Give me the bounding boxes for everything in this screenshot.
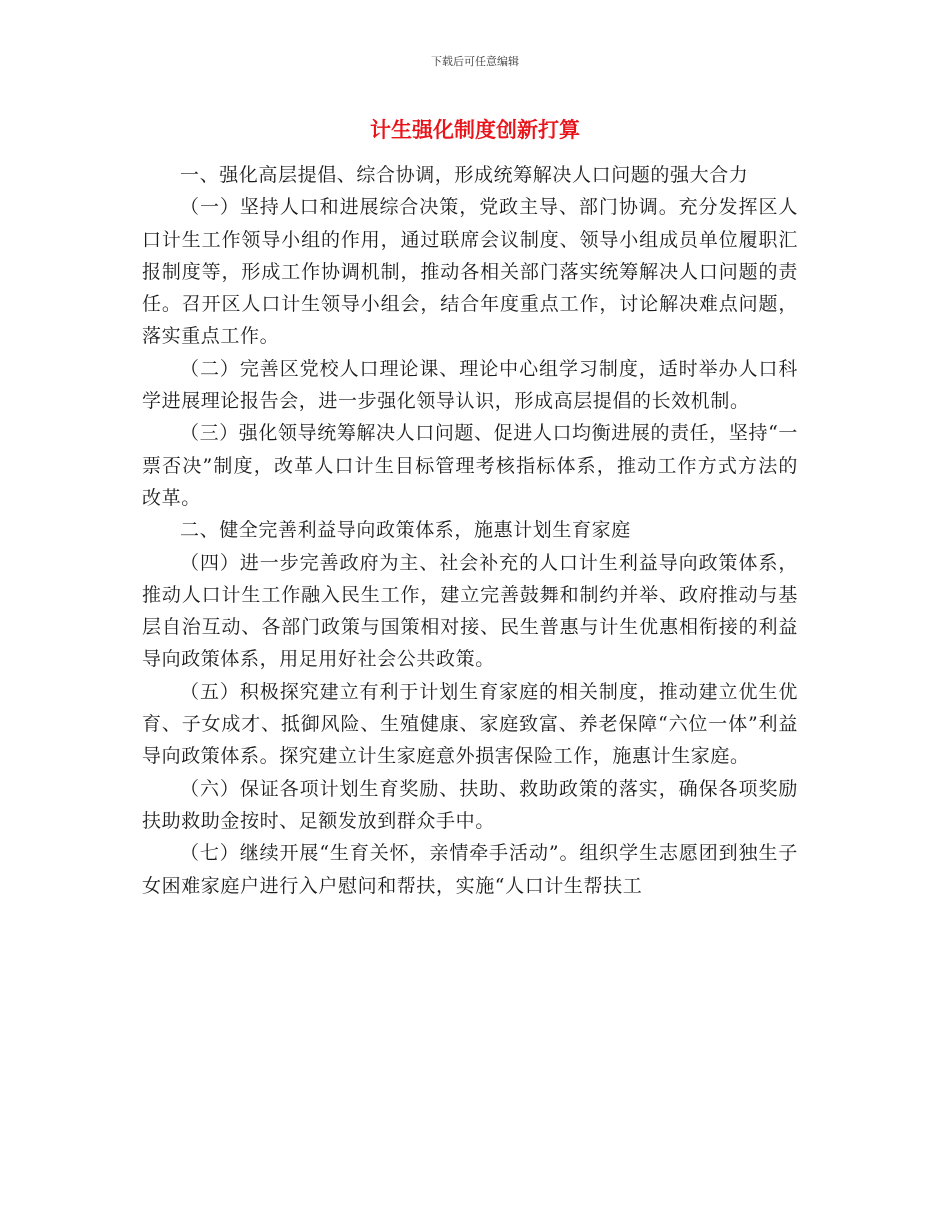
paragraph-item-1: （一）坚持人口和进展综合决策，党政主导、部门协调。充分发挥区人口计生工作领导小组的作用，通过联席会议制度、领导小组成员单位履职汇报制度等，形成工作协调机制，推动各相关部门落实统筹解决人口问题的责任。召开区人口计生领导小组会，结合年度重点工作，讨论解决难点问题，落实重点工作。 xyxy=(142,196,798,348)
paragraph-item-3: （三）强化领导统筹解决人口问题、促进人口均衡进展的责任，坚持“一票否决”制度，改革人口计生目标管理考核指标体系，推动工作方式方法的改革。 xyxy=(142,422,798,509)
paragraph-item-6: （六）保证各项计划生育奖励、扶助、救助政策的落实，确保各项奖励扶助救助金按时、足额发放到群众手中。 xyxy=(142,777,798,832)
document-title: 计生强化制度创新打算 xyxy=(370,118,580,142)
paragraph-item-2: （二）完善区党校人口理论课、理论中心组学习制度，适时举办人口科学进展理论报告会，进一步强化领导认识，形成高层提倡的长效机制。 xyxy=(142,357,798,413)
paragraph-item-7: （七）继续开展“生育关怀，亲情牵手活动”。组织学生志愿团到独生子女困难家庭户进行入户慰问和帮扶，实施“人口计生帮扶工 xyxy=(142,842,798,897)
section-heading-2: 二、健全完善利益导向政策体系，施惠计划生育家庭 xyxy=(180,519,631,542)
page-header: 下载后可任意编辑 xyxy=(431,55,519,68)
section-heading-1: 一、强化高层提倡、综合协调，形成统筹解决人口问题的强大合力 xyxy=(180,164,749,186)
document-body xyxy=(142,159,798,902)
paragraph-item-4: （四）进一步完善政府为主、社会补充的人口计生利益导向政策体系，推动人口计生工作融入民生工作，建立完善鼓舞和制约并举、政府推动与基层自治互动、各部门政策与国策相对接、民生普惠与计生优惠相衔接的利益导向政策体系，用足用好社会公共政策。 xyxy=(142,551,798,671)
paragraph-item-5: （五）积极探究建立有利于计划生育家庭的相关制度，推动建立优生优育、子女成才、抵御风险、生殖健康、家庭致富、养老保障“六位一体”利益导向政策体系。探究建立计生家庭意外损害保险工作，施惠计生家庭。 xyxy=(142,680,798,768)
